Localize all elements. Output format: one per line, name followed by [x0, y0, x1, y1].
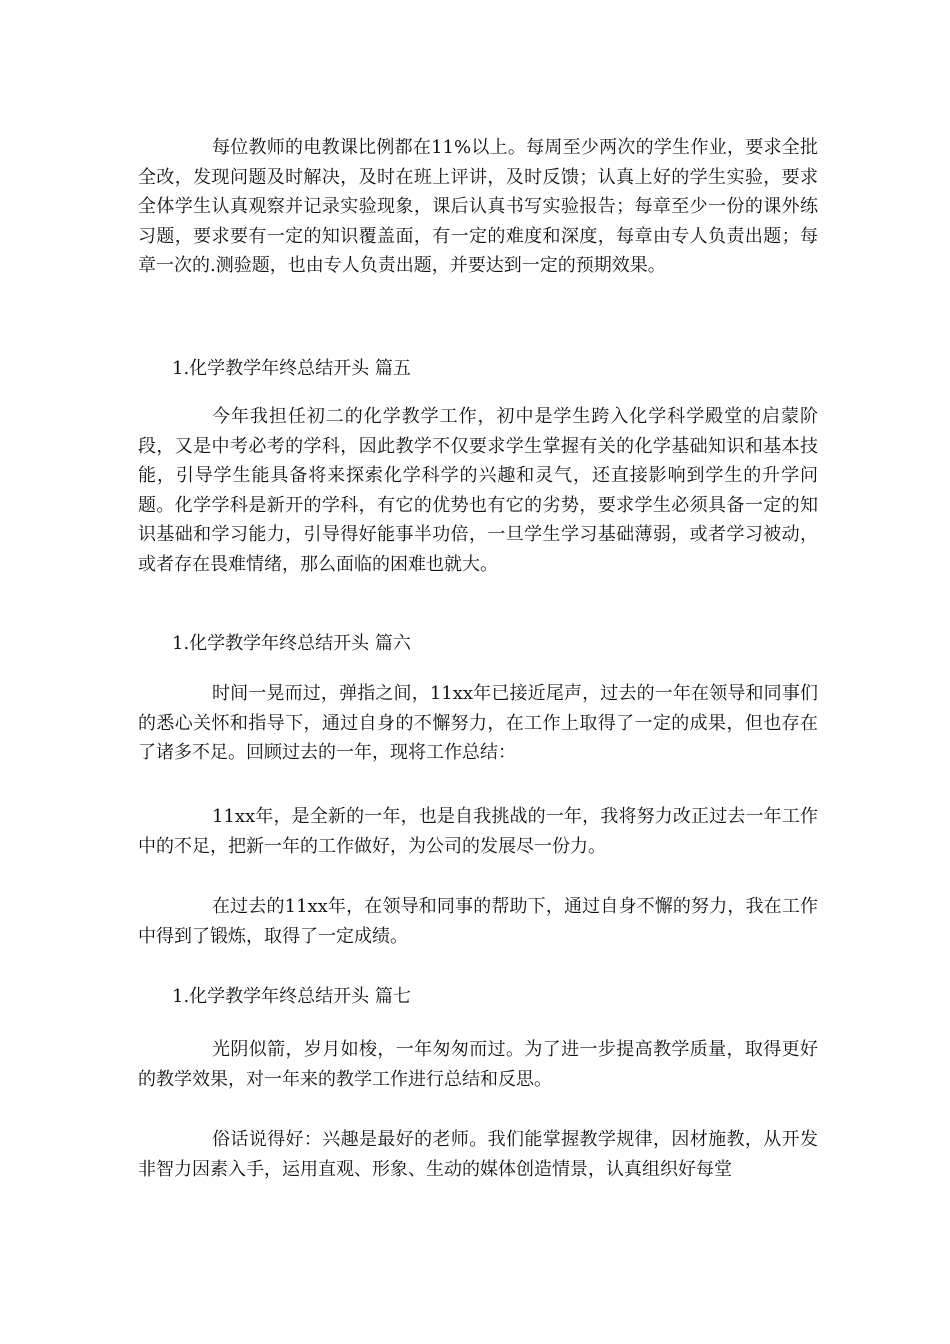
paragraph-teaching-requirements: 每位教师的电教课比例都在11%以上。每周至少两次的学生作业，要求全批全改，发现问题及时解决，及时在班上评讲，及时反馈；认真上好的学生实验，要求全体学生认真观察并记录实验现象，课后认真书写实验报告；每章至少一份的课外练习题，要求要有一定的知识覆盖面，有一定的难度和深度，每章由专人负责出题；每章一次的.测验题，也由专人负责出题，并要达到一定的预期效果。: [138, 137, 818, 276]
section-heading-part-seven: 1.化学教学年终总结开头 篇七: [172, 986, 411, 1007]
paragraph-new-year: 11xx年，是全新的一年，也是自我挑战的一年，我将努力改正过去一年工作中的不足，把新一年的工作做好，为公司的发展尽一份力。: [138, 806, 818, 857]
paragraph-year-review: 时间一晃而过，弹指之间，11xx年已接近尾声，过去的一年在领导和同事们的悉心关怀和指导下，通过自身的不懈努力，在工作上取得了一定的成果，但也存在了诸多不足。回顾过去的一年，现将工作总结：: [138, 683, 818, 763]
paragraph-interest-teacher: 俗话说得好：兴趣是最好的老师。我们能掌握教学规律，因材施教，从开发非智力因素入手，运用直观、形象、生动的媒体创造情景，认真组织好每堂: [138, 1129, 818, 1180]
section-heading-part-six: 1.化学教学年终总结开头 篇六: [172, 633, 411, 654]
section-heading-part-five: 1.化学教学年终总结开头 篇五: [172, 358, 411, 379]
paragraph-chemistry-intro: 今年我担任初二的化学教学工作，初中是学生跨入化学科学殿堂的启蒙阶段，又是中考必考的学科，因此教学不仅要求学生掌握有关的化学基础知识和基本技能，引导学生能具备将来探索化学科学的兴趣和灵气，还直接影响到学生的升学问题。化学学科是新开的学科，有它的优势也有它的劣势，要求学生必须具备一定的知识基础和学习能力，引导得好能事半功倍，一旦学生学习基础薄弱，或者学习被动，或者存在畏难情绪，那么面临的困难也就大。: [138, 406, 818, 575]
paragraph-past-year: 在过去的11xx年，在领导和同事的帮助下，通过自身不懈的努力，我在工作中得到了锻炼，取得了一定成绩。: [138, 896, 818, 947]
paragraph-time-flies: 光阴似箭，岁月如梭，一年匆匆而过。为了进一步提高教学质量，取得更好的教学效果，对一年来的教学工作进行总结和反思。: [138, 1039, 818, 1090]
